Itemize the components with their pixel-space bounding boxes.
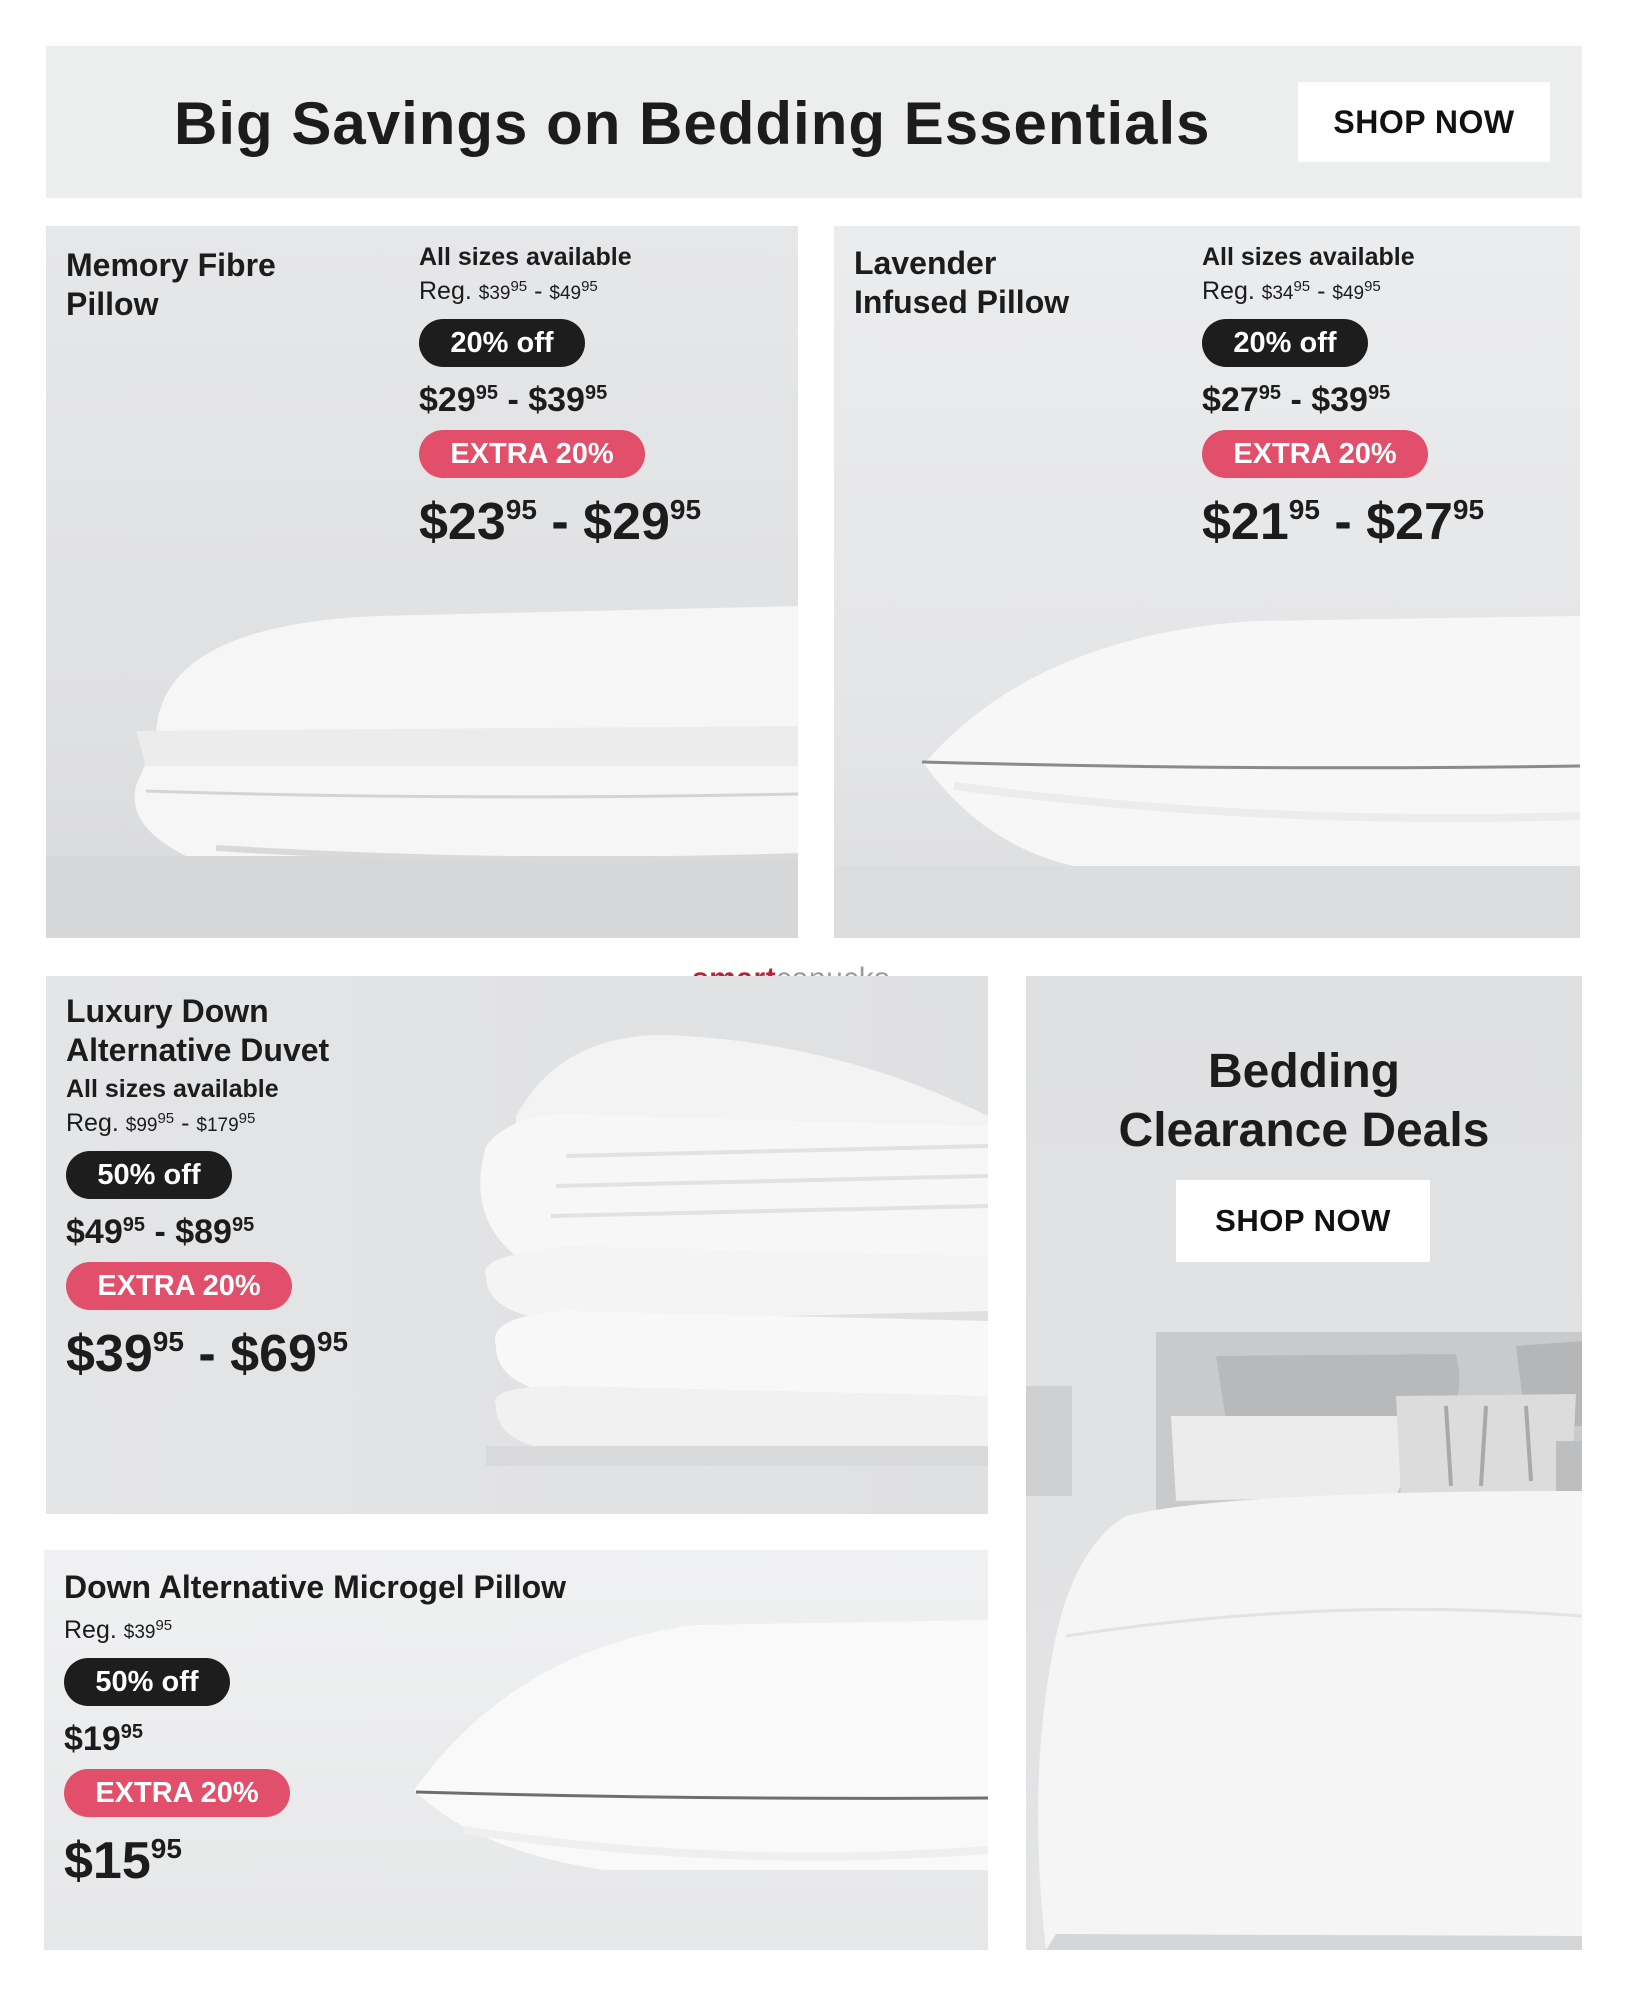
extra-discount-badge: EXTRA 20% bbox=[66, 1262, 292, 1310]
product-name: Down Alternative Microgel Pillow bbox=[64, 1569, 566, 1605]
product-name: Luxury Down Alternative Duvet bbox=[66, 993, 330, 1068]
extra-discount-badge: EXTRA 20% bbox=[419, 430, 645, 478]
regular-price: Reg. $\$39^{95}$ - $\$49^{95}$ bbox=[419, 277, 598, 305]
regular-price: Reg. $\$39^{95}$ bbox=[64, 1616, 173, 1644]
product-info bbox=[64, 1568, 566, 1889]
discount-badge: 20% off bbox=[1202, 319, 1368, 367]
extra-discount-badge: EXTRA 20% bbox=[64, 1769, 290, 1817]
top-banner bbox=[46, 46, 1582, 198]
price-block bbox=[419, 242, 701, 550]
banner-title: Big Savings on Bedding Essentials bbox=[174, 90, 1211, 157]
sale-price: $\$29^{95}$ - $\$39^{95}$ bbox=[419, 381, 608, 419]
product-card-memory-fibre-pillow[interactable] bbox=[46, 226, 798, 938]
product-card-microgel-pillow[interactable] bbox=[44, 1550, 988, 1950]
extra-discount-badge: EXTRA 20% bbox=[1202, 430, 1428, 478]
product-name: Lavender Infused Pillow bbox=[854, 245, 1070, 320]
final-price: $\$21^{95}$ - $\$27^{95}$ bbox=[1202, 493, 1485, 551]
sale-price: $\$27^{95}$ - $\$39^{95}$ bbox=[1202, 381, 1391, 419]
product-info bbox=[66, 992, 348, 1382]
sale-price: $\$49^{95}$ - $\$89^{95}$ bbox=[66, 1213, 255, 1251]
product-name: Memory Fibre Pillow bbox=[66, 247, 276, 322]
discount-badge: 20% off bbox=[419, 319, 585, 367]
price-block bbox=[1202, 242, 1484, 550]
sizes-label: All sizes available bbox=[419, 243, 632, 271]
final-price: $\$39^{95}$ - $\$69^{95}$ bbox=[66, 1325, 349, 1383]
clearance-card[interactable] bbox=[1026, 976, 1582, 1950]
product-card-duvet[interactable] bbox=[46, 976, 988, 1514]
sizes-label: All sizes available bbox=[1202, 243, 1415, 271]
final-price: $\$23^{95}$ - $\$29^{95}$ bbox=[419, 493, 702, 551]
discount-badge: 50% off bbox=[66, 1151, 232, 1199]
clearance-title: Bedding Clearance Deals bbox=[1118, 1045, 1490, 1157]
regular-price: Reg. $\$99^{95}$ - $\$179^{95}$ bbox=[66, 1109, 256, 1137]
final-price: $\$15^{95}$ bbox=[64, 1832, 182, 1890]
sizes-label: All sizes available bbox=[66, 1075, 279, 1103]
shop-now-button[interactable]: SHOP NOW bbox=[1298, 82, 1550, 162]
product-card-lavender-pillow[interactable] bbox=[834, 226, 1580, 938]
discount-badge: 50% off bbox=[64, 1658, 230, 1706]
clearance-shop-now-button[interactable]: SHOP NOW bbox=[1176, 1180, 1430, 1262]
regular-price: Reg. $\$34^{95}$ - $\$49^{95}$ bbox=[1202, 277, 1381, 305]
sale-price: $\$19^{95}$ bbox=[64, 1720, 143, 1758]
